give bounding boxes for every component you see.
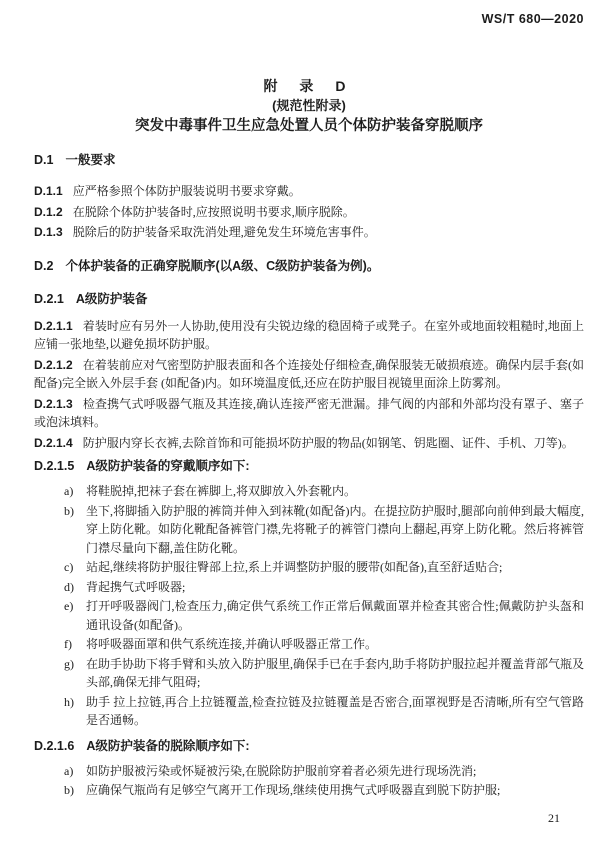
heading-d21-text: A级防护装备 — [75, 291, 148, 306]
clause-d1-3-number: D.1.3 — [34, 225, 63, 239]
list-item-c-text: 站起,继续将防护服往臀部上拉,系上并调整防护服的腰带(如配备),直至舒适贴合; — [86, 560, 503, 574]
doffing-list — [34, 762, 584, 800]
clause-d21-4-number: D.2.1.4 — [34, 435, 73, 450]
heading-d2-text: 个体护装备的正确穿脱顺序(以A级、C级防护装备为例)。 — [65, 258, 380, 273]
list-item-a2 — [34, 762, 584, 781]
heading-d215-text: A级防护装备的穿戴顺序如下: — [86, 459, 250, 473]
clause-d21-2 — [34, 356, 584, 393]
heading-d1 — [34, 152, 584, 168]
list-item-f — [34, 635, 584, 654]
appendix-title-block — [34, 76, 584, 136]
heading-d2 — [34, 258, 584, 274]
list-item-c — [34, 558, 584, 577]
list-item-h — [34, 693, 584, 730]
clause-d1-3-text: 脱除后的防护装备采取洗消处理,避免发生环境危害事件。 — [72, 225, 376, 239]
list-item-e — [34, 597, 584, 634]
heading-d216-text: A级防护装备的脱除顺序如下: — [86, 738, 250, 753]
list-item-a2-text: 如防护服被污染或怀疑被污染,在脱除防护服前穿着者必须先进行现场洗消; — [86, 763, 477, 778]
clause-d1-3 — [34, 223, 584, 242]
clause-d21-2-text: 在着装前应对气密型防护服表面和各个连接处仔细检查,确保服装无破损痕迹。确保内层手套(如配备)完全嵌入外层手套 (如配备)内。如环境温度低,还应在防护服目视镜里面涂上防雾剂。 — [34, 357, 584, 390]
list-item-e-text: 打开呼吸器阀门,检查压力,确定供气系统工作正常后佩戴面罩并检查其密合性;佩戴防护头盔和通讯设备(如配备)。 — [86, 599, 584, 632]
clause-d21-3-text: 检查携气式呼吸器气瓶及其连接,确认连接严密无泄漏。排气阀的内部和外部均没有罩子、塞子或泡沫填料。 — [34, 396, 584, 429]
clause-d1-1 — [34, 182, 584, 201]
list-item-f-marker: f) — [64, 637, 72, 651]
clause-d1-1-text: 应严格参照个体防护服装说明书要求穿戴。 — [72, 184, 301, 198]
list-item-f-text: 将呼吸器面罩和供气系统连接,并确认呼吸器正常工作。 — [86, 637, 378, 651]
appendix-name: 突发中毒事件卫生应急处置人员个体防护装备穿脱顺序 — [135, 118, 483, 134]
clause-d21-3 — [34, 395, 584, 432]
appendix-label: 附 录 D — [263, 78, 355, 94]
list-item-c-marker: c) — [64, 560, 74, 574]
list-item-b2-text: 应确保气瓶尚有足够空气离开工作现场,继续使用携气式呼吸器直到脱下防护服; — [86, 783, 501, 797]
clause-d1-2-text: 在脱除个体防护装备时,应按照说明书要求,顺序脱除。 — [72, 204, 355, 219]
clause-d21-1-text: 着装时应有另外一人协助,使用没有尖锐边缘的稳固椅子或凳子。在室外或地面较粗糙时,地面上应铺一张地垫,以避免损坏防护服。 — [34, 318, 584, 351]
list-item-b2-marker: b) — [64, 783, 74, 797]
clause-d21-2-number: D.2.1.2 — [34, 357, 73, 372]
list-item-d — [34, 578, 584, 597]
donning-list — [34, 482, 584, 730]
list-item-g — [34, 655, 584, 692]
heading-d21-number: D.2.1 — [34, 291, 64, 306]
appendix-kind: (规范性附录) — [272, 98, 346, 113]
clause-d21-1-number: D.2.1.1 — [34, 318, 73, 333]
heading-d215 — [34, 458, 584, 474]
list-item-a-text: 将鞋脱掉,把袜子套在裤脚上,将双脚放入外套靴内。 — [86, 484, 357, 498]
heading-d21 — [34, 291, 584, 307]
clause-d1-2 — [34, 203, 584, 222]
clause-d21-3-number: D.2.1.3 — [34, 396, 73, 411]
heading-d2-number: D.2 — [34, 258, 54, 273]
clause-d1-1-number: D.1.1 — [34, 184, 63, 198]
list-item-a — [34, 482, 584, 501]
clause-d21-4 — [34, 434, 584, 453]
list-item-d-text: 背起携气式呼吸器; — [86, 579, 186, 594]
list-item-d-marker: d) — [64, 579, 74, 594]
list-item-b-marker: b) — [64, 503, 74, 518]
heading-d216 — [34, 738, 584, 754]
clause-group-d1 — [34, 182, 584, 242]
list-item-g-marker: g) — [64, 656, 74, 671]
doc-code: WS/T 680—2020 — [481, 12, 584, 26]
list-item-b2 — [34, 781, 584, 800]
list-item-b — [34, 502, 584, 558]
list-item-b-text: 坐下,将脚插入防护服的裤筒并伸入到袜靴(如配备)内。在提拉防护服时,腿部向前伸到最大幅度,穿上防化靴。如防化靴配备裤管门襟,先将靴子的裤管门襟向上翻起,再穿上防化靴。然后将裤管门襟尽量向下翻,盖住防化靴。 — [86, 503, 585, 555]
clause-group-d21 — [34, 317, 584, 453]
list-item-a-marker: a) — [64, 484, 74, 498]
heading-d1-text: 一般要求 — [65, 153, 116, 167]
list-item-h-text: 助手 拉上拉链,再合上拉链覆盖,检查拉链及拉链覆盖是否密合,面罩视野是否清晰,所有空气管路是否通畅。 — [86, 694, 584, 727]
list-item-g-text: 在助手协助下将手臂和头放入防护服里,确保手已在手套内,助手将防护服拉起并覆盖背部气瓶及头部,确保无排气阻碍; — [86, 656, 585, 689]
clause-d21-4-text: 防护服内穿长衣裤,去除首饰和可能损坏防护服的物品(如钢笔、钥匙圈、证件、手机、刀等)。 — [82, 435, 574, 450]
heading-d1-number: D.1 — [34, 153, 54, 167]
heading-d215-number: D.2.1.5 — [34, 459, 75, 473]
list-item-h-marker: h) — [64, 694, 74, 709]
clause-d21-1 — [34, 317, 584, 354]
heading-d216-number: D.2.1.6 — [34, 738, 75, 753]
page-number: 21 — [548, 811, 560, 825]
clause-d1-2-number: D.1.2 — [34, 204, 63, 219]
list-item-a2-marker: a) — [64, 763, 74, 778]
list-item-e-marker: e) — [64, 599, 74, 613]
